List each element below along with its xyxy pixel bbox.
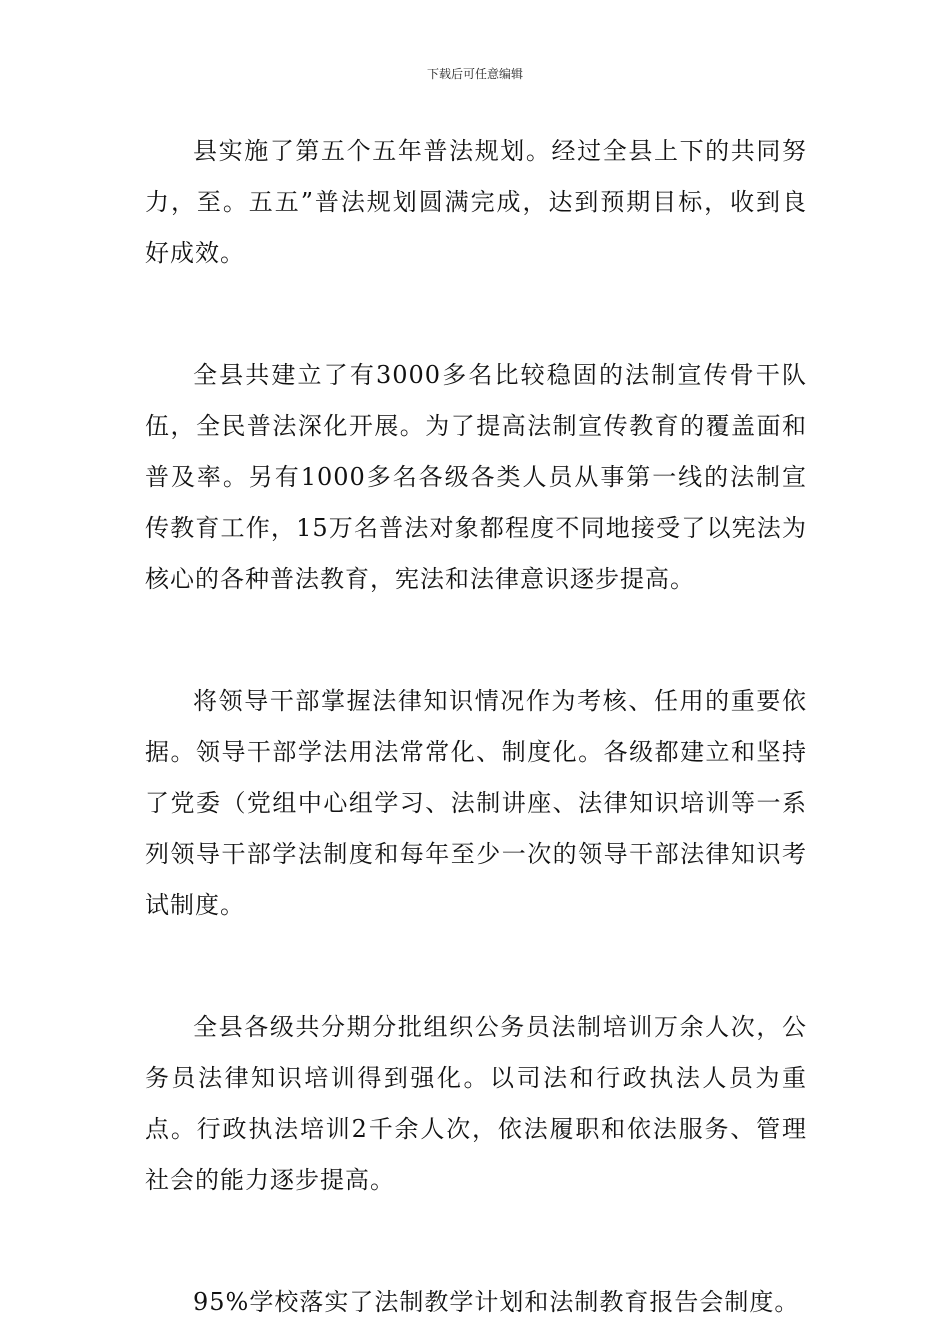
paragraph-2: 全县共建立了有3000多名比较稳固的法制宣传骨干队伍，全民普法深化开展。为了提高法制宣传教育的覆盖面和普及率。另有1000多名各级各类人员从事第一线的法制宣传教育工作，15万名普法对象都程度不同地接受了以宪法为核心的各种普法教育，宪法和法律意识逐步提高。 xyxy=(145,361,807,593)
paragraph-3: 将领导干部掌握法律知识情况作为考核、任用的重要依据。领导干部学法用法常常化、制度化。各级都建立和坚持了党委（党组中心组学习、法制讲座、法律知识培训等一系列领导干部学法制度和每年至少一次的领导干部法律知识考试制度。 xyxy=(145,687,807,919)
paragraph-1: 县实施了第五个五年普法规划。经过全县上下的共同努力，至。五五”普法规划圆满完成，达到预期目标，收到良好成效。 xyxy=(145,137,807,267)
document-body xyxy=(145,126,807,1328)
paragraph-4: 全县各级共分期分批组织公务员法制培训万余人次，公务员法律知识培训得到强化。以司法和行政执法人员为重点。行政执法培训2千余人次，依法履职和依法服务、管理社会的能力逐步提高。 xyxy=(145,1013,807,1194)
page-header-note: 下载后可任意编辑 xyxy=(426,67,523,81)
paragraph-5: 95%学校落实了法制教学计划和法制教育报告会制度。 xyxy=(193,1288,800,1316)
